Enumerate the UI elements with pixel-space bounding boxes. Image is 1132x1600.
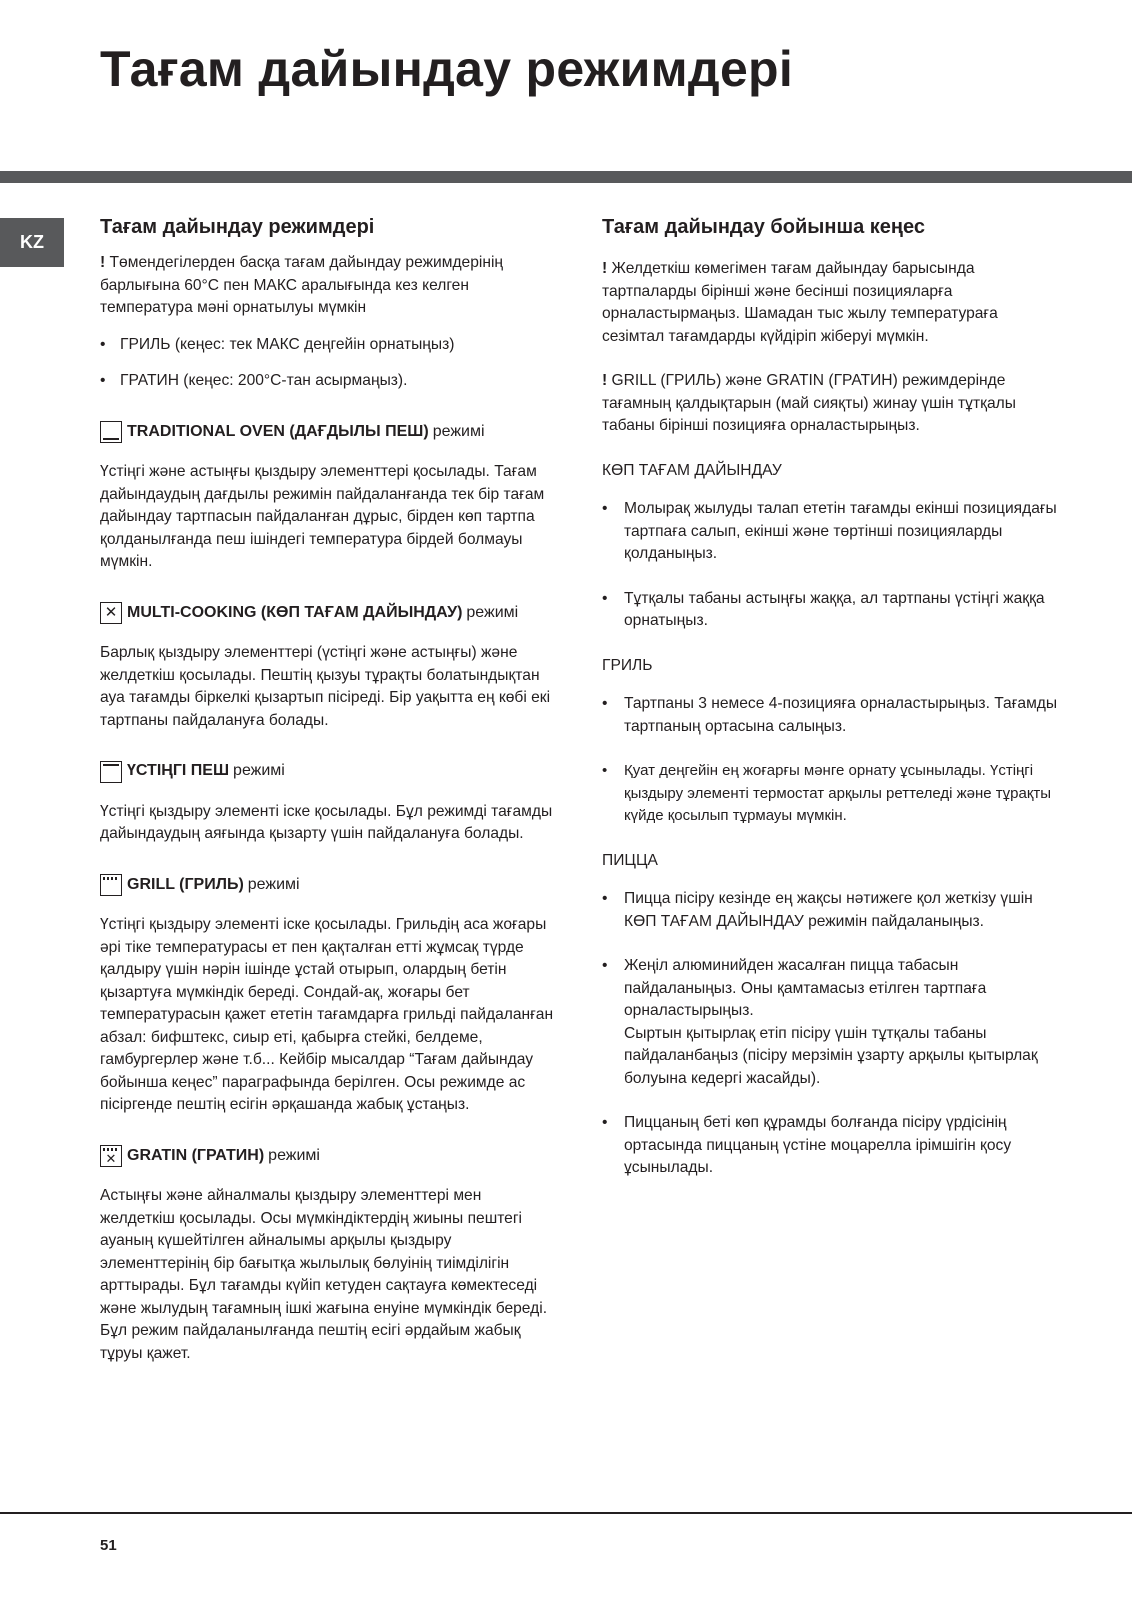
mode-heading-multi-cooking — [100, 602, 555, 625]
mode-heading-top-oven — [100, 760, 555, 783]
footer-divider — [0, 1512, 1132, 1514]
mode-name: TRADITIONAL OVEN (ДАҒДЫЛЫ ПЕШ) — [127, 422, 429, 440]
mode-name: ҮСТІҢГІ ПЕШ — [127, 762, 230, 779]
mode-description-multi-cooking: Барлық қыздыру элементтері (үстіңгі және астыңғы) және желдеткіш қосылады. Пештің қызуы тұрақты болатындықтан ауа тағамды біркелкі қызартып пісіреді. Бір уақытта ең көбі екі тартпаны пайдалануға болады. — [100, 644, 551, 729]
drip-tray-paragraph — [602, 370, 1062, 438]
cooking-modes-heading: Тағам дайындау режимдері — [100, 216, 375, 238]
fan-warning-text: Желдеткіш көмегімен тағам дайындау барысында тартпаларды бірінші және бесінші позицияларға орналастырмаңыз. Шамадан тыс жылу температураға сезімтал тағамдарды күйдіріп жіберуі мүмкін. — [602, 260, 998, 345]
language-tab-label: KZ — [20, 232, 44, 252]
mode-heading-grill — [100, 874, 555, 897]
right-column — [602, 214, 1062, 1180]
mode-description-traditional-oven: Үстіңгі және астыңғы қыздыру элементтері қосылады. Тағам дайындаудың дағдылы режимін пайдаланғанда тек бір тағам дайындау тартпасын пайдаланған дұрыс, бірден көп тартпа қолданылғанда пеш ішіндегі температура бірдей болмауы мүмкін. — [100, 463, 545, 570]
fan-warning-paragraph — [602, 258, 1062, 348]
section-title-pizza: ПИЦЦА — [602, 851, 658, 869]
list-item: • Пиццаның беті көп құрамды болғанда пісіру үрдісінің ортасында пиццаның үстіне моцарелла ірімшігін қосу ұсынылады. — [602, 1112, 1062, 1180]
pizza-tips-list — [602, 888, 1062, 1180]
mode-heading-gratin — [100, 1145, 555, 1168]
mode-description-gratin: Астыңғы және айналмалы қыздыру элементтері мен желдеткіш қосылады. Осы мүмкіндіктердің жиыны пештегі ауаның күшейтілген айналымы арқылы қыздыру элементтерінің бір бағытқа жылылық бөлуінің тиімділігін арттырады. Бұл тағамды күйіп кетуден сақтауға көмектеседі және жылудың тағамның ішкі жағына енуіне мүмкіндік береді. Бұл режим пайдаланылғанда пештің есігі әрдайым жабық тұруы қажет. — [100, 1187, 548, 1362]
mode-suffix: режимі — [233, 762, 285, 779]
traditional-oven-icon — [100, 421, 122, 443]
gratin-icon: ✕ — [100, 1145, 122, 1167]
section-title-grill: ГРИЛЬ — [602, 656, 653, 674]
mode-suffix: режимі — [268, 1146, 320, 1164]
list-item: • Тартпаны 3 немесе 4-позицияға орналастырыңыз. Тағамды тартпаның ортасына салыңыз. — [602, 693, 1062, 738]
list-item — [602, 955, 1062, 1090]
left-column — [100, 214, 555, 1365]
mode-suffix: режимі — [247, 875, 300, 893]
grill-icon — [100, 874, 122, 896]
page-number: 51 — [100, 1537, 117, 1554]
mode-description-top-oven: Үстіңгі қыздыру элементі іске қосылады. Бұл режимді тағамды дайындаудың аяғында қызарту үшін пайдалануға болады. — [100, 802, 553, 842]
list-item-text: Жеңіл алюминийден жасалған пицца табасын пайдаланыңыз. Оны қамтамасыз етілген тартпаға орналастырыңыз. — [624, 957, 987, 1019]
intro-text: Төмендегілерден басқа тағам дайындау режимдерінің барлығына 60°C пен МАКС аралығында кез келген температура мәні орнатылуы мүмкін — [100, 254, 504, 316]
mode-suffix: режимі — [432, 422, 485, 440]
mode-description-grill: Үстіңгі қыздыру элементі іске қосылады. Грильдің аса жоғары әрі тіке температурасы ет пен қақталған етті жұмсақ түрде қалдыру үшін нәрін ішінде ұстай отырып, олардың бетін қызартуға мүмкіндік береді. Сондай-ақ, жоғары бет температурасын қажет ететін тағамдарға грильді пайдаланған абзал: бифштекс, сиыр еті, қабырға стейкі, белдеме, гамбургерлер және т.б... Кейбір мысалдар “Тағам дайындау бойынша кеңес” параграфында берілген. Осы режимде ас пісіргенде пештің есігін әрқашанда жабық ұстаңыз. — [100, 916, 554, 1113]
mode-name: GRILL (ГРИЛЬ) — [127, 875, 244, 893]
temperature-exceptions-list — [100, 334, 555, 393]
list-item: • Молырақ жылуды талап ететін тағамды екінші позициядағы тартпаға салып, екінші және төртінші позицияларды қолданыңыз. — [602, 498, 1062, 566]
list-item: • Пицца пісіру кезінде ең жақсы нәтижеге қол жеткізу үшін КӨП ТАҒАМ ДАЙЫНДАУ режимін пайдаланыңыз. — [602, 888, 1062, 933]
cooking-tips-heading: Тағам дайындау бойынша кеңес — [602, 216, 925, 238]
page-title: Тағам дайындау режимдері — [100, 41, 794, 97]
multi-cooking-tips-list — [602, 498, 1062, 633]
language-tab — [0, 218, 64, 267]
list-item: • Тұтқалы табаны астыңғы жаққа, ал тартпаны үстіңгі жаққа орнатыңыз. — [602, 588, 1062, 633]
warning-mark: ! — [602, 372, 608, 389]
list-item: • ГРАТИН (кеңес: 200°С-тан асырмаңыз). — [100, 370, 555, 393]
multi-cooking-icon: ✕ — [100, 602, 122, 624]
grill-tips-list — [602, 693, 1062, 828]
section-title-multi-cooking: КӨП ТАҒАМ ДАЙЫНДАУ — [602, 461, 782, 479]
warning-mark: ! — [100, 254, 106, 271]
intro-paragraph — [100, 252, 555, 320]
mode-heading-traditional-oven — [100, 421, 555, 444]
list-item: • Қуат деңгейін ең жоғарғы мәнге орнату ұсынылады. Үстіңгі қыздыру элементі термостат арқылы реттеледі және тұрақты күйде қосылып тұрмауы мүмкін. — [602, 760, 1062, 828]
list-item-continuation: Сыртын қытырлақ етіп пісіру үшін тұтқалы табаны пайдаланбаңыз (пісіру мерзімін ұзарту арқылы қытырлақ болуына кедергі жасайды). — [624, 1024, 1038, 1087]
top-oven-icon — [100, 761, 122, 783]
drip-tray-text: GRILL (ГРИЛЬ) және GRATIN (ГРАТИН) режимдерінде тағамның қалдықтарын (май сияқты) жинау үшін тұтқалы табаны бірінші позицияға орналастырыңыз. — [602, 372, 1016, 434]
mode-suffix: режимі — [466, 603, 519, 621]
list-item: • ГРИЛЬ (кеңес: тек МАКС деңгейін орнатыңыз) — [100, 334, 555, 357]
mode-name: GRATIN (ГРАТИН) — [127, 1146, 265, 1164]
mode-name: MULTI-COOKING (КӨП ТАҒАМ ДАЙЫНДАУ) — [127, 603, 463, 621]
header-divider-bar — [0, 171, 1132, 183]
warning-mark: ! — [602, 260, 608, 277]
